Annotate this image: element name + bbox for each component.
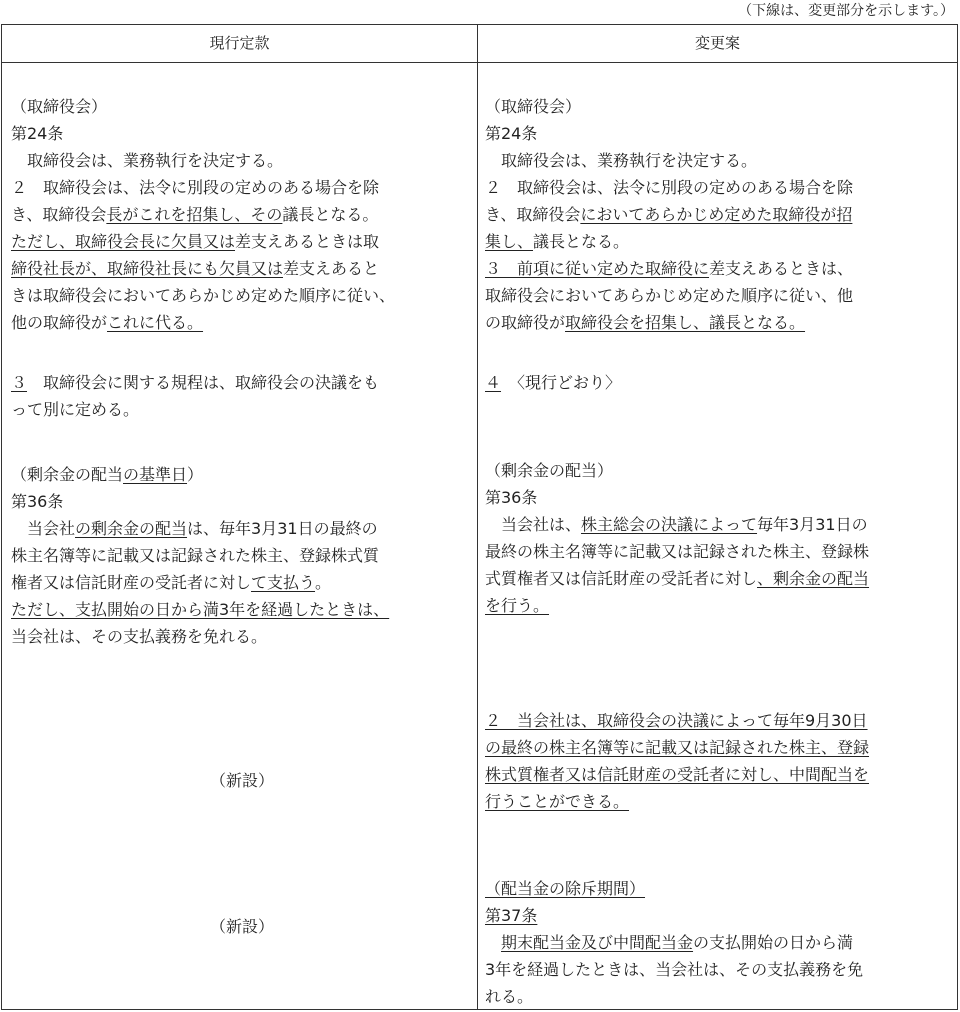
column-divider xyxy=(477,25,478,1009)
article-text: 権者又は信託財産の受託者に対して支払う。 xyxy=(11,573,332,592)
article-title xyxy=(485,875,951,902)
article-text: 当会社の剰余金の配当は、毎年3月31日の最終の xyxy=(11,519,378,538)
article-text: 式質権者又は信託財産の受託者に対し、剰余金の配当 xyxy=(485,569,870,588)
changed-text: 集し、 xyxy=(485,232,534,251)
article-title: （取締役会） xyxy=(11,97,108,116)
article-text: 集し、議長となる。 xyxy=(485,232,630,251)
article-number: 第36条 xyxy=(485,488,538,507)
changed-text: 、剰余金の配当 xyxy=(757,569,870,588)
article-title: （剰余金の配当の基準日） xyxy=(11,465,204,484)
article-number: 第24条 xyxy=(485,124,538,143)
changed-text: ただし、取締役会長に欠員又は xyxy=(11,232,236,251)
changed-text: 株主総会の決議によって xyxy=(581,515,758,534)
changed-text: の剰余金の配当 xyxy=(75,519,188,538)
changed-text: の基準日 xyxy=(123,465,188,484)
article-text: 取締役会は、業務執行を決定する。 xyxy=(485,151,758,170)
current-article-24-para-3 xyxy=(11,369,473,423)
changed-text: を行う。 xyxy=(485,596,550,615)
changed-text: ４ xyxy=(485,373,502,392)
article-text: きは取締役会においてあらかじめ定めた順序に従い、 xyxy=(11,286,396,305)
article-number xyxy=(485,902,951,929)
header-proposed: 変更案 xyxy=(694,34,740,52)
changed-text: 長がこれを招集し、その xyxy=(106,205,283,224)
article-text: 当会社は、株主総会の決議によって毎年3月31日の xyxy=(485,515,868,534)
amendment-table xyxy=(1,24,958,1010)
article-text: って別に定める。 xyxy=(11,400,140,419)
article-text: ３ 前項に従い定めた取締役に差支えあるときは、 xyxy=(485,259,854,278)
proposed-article-36 xyxy=(485,457,951,619)
article-title: （取締役会） xyxy=(485,97,582,116)
article-text: ４ 〈現行どおり〉 xyxy=(485,373,622,392)
article-text xyxy=(11,596,473,623)
proposed-article-24-para-4 xyxy=(485,369,951,396)
article-text: き、取締役会においてあらかじめ定めた取締役が招 xyxy=(485,205,853,224)
article-text: 締役社長が、取締役社長にも欠員又は差支えあると xyxy=(11,259,380,278)
article-text: き、取締役会長がこれを招集し、その議長となる。 xyxy=(11,205,379,224)
changed-text: ２ 当会社は、取締役会の決議によって毎年9月30日 xyxy=(485,711,868,730)
article-text: 株主名簿等に記載又は記録された株主、登録株式質 xyxy=(11,546,380,565)
article-text: ２ 取締役会は、法令に別段の定めのある場合を除 xyxy=(485,178,854,197)
current-new-placeholder-2: （新設） xyxy=(209,917,274,936)
article-text xyxy=(485,592,951,619)
changed-text: 行うことができる。 xyxy=(485,792,630,811)
changed-text: て支払う xyxy=(251,573,316,592)
article-text: の取締役が取締役会を招集し、議長となる。 xyxy=(485,313,806,332)
article-text: ２ 取締役会は、法令に別段の定めのある場合を除 xyxy=(11,178,380,197)
changed-text: ただし、支払開始の日から満3年を経過したときは、 xyxy=(11,600,390,619)
changed-text: ３ xyxy=(11,373,28,392)
article-title: （剰余金の配当） xyxy=(485,461,614,480)
article-text: れる。 xyxy=(485,987,534,1006)
changed-text: 取締役会を招集し、議長となる。 xyxy=(565,313,806,332)
article-text: 3年を経過したときは、当会社は、その支払義務を免 xyxy=(485,960,864,979)
changed-text: 株式質権者又は信託財産の受託者に対し、中間配当を xyxy=(485,765,870,784)
article-text: ただし、取締役会長に欠員又は差支えあるときは取 xyxy=(11,232,380,251)
current-article-36 xyxy=(11,461,473,650)
article-text: 他の取締役がこれに代る。 xyxy=(11,313,204,332)
changed-text: 第37条 xyxy=(485,906,538,925)
changed-text: 締役社長が、取締役社長にも欠員又は xyxy=(11,259,284,278)
changed-text: ３ 前項に従い定めた取締役に xyxy=(485,259,710,278)
changed-text: においてあらかじめ定めた取締役が招 xyxy=(580,205,853,224)
article-number: 第24条 xyxy=(11,124,64,143)
changed-text: （配当金の除斥期間） xyxy=(485,879,646,898)
changed-text: 期末配当金及び中間配当金 xyxy=(501,933,694,952)
current-article-24 xyxy=(11,93,473,336)
changed-text: これに代る。 xyxy=(107,313,204,332)
article-text: 当会社は、その支払義務を免れる。 xyxy=(11,627,268,646)
underline-note: （下線は、変更部分を示します。） xyxy=(738,3,954,19)
article-text: 最終の株主名簿等に記載又は記録された株主、登録株 xyxy=(485,542,870,561)
article-text xyxy=(485,788,951,815)
proposed-article-36-para-2 xyxy=(485,707,951,815)
proposed-article-24 xyxy=(485,93,951,336)
article-text: 期末配当金及び中間配当金の支払開始の日から満 xyxy=(501,933,854,952)
changed-text: の最終の株主名簿等に記載又は記録された株主、登録 xyxy=(485,738,870,757)
header-current: 現行定款 xyxy=(209,34,270,52)
article-text: ３ 取締役会に関する規程は、取締役会の決議をも xyxy=(11,373,380,392)
proposed-article-37 xyxy=(485,875,951,1010)
current-new-placeholder-1: （新設） xyxy=(209,771,274,790)
article-text: 取締役会においてあらかじめ定めた順序に従い、他 xyxy=(485,286,854,305)
article-number: 第36条 xyxy=(11,492,64,511)
header-divider xyxy=(2,62,957,63)
article-text: 取締役会は、業務執行を決定する。 xyxy=(11,151,284,170)
